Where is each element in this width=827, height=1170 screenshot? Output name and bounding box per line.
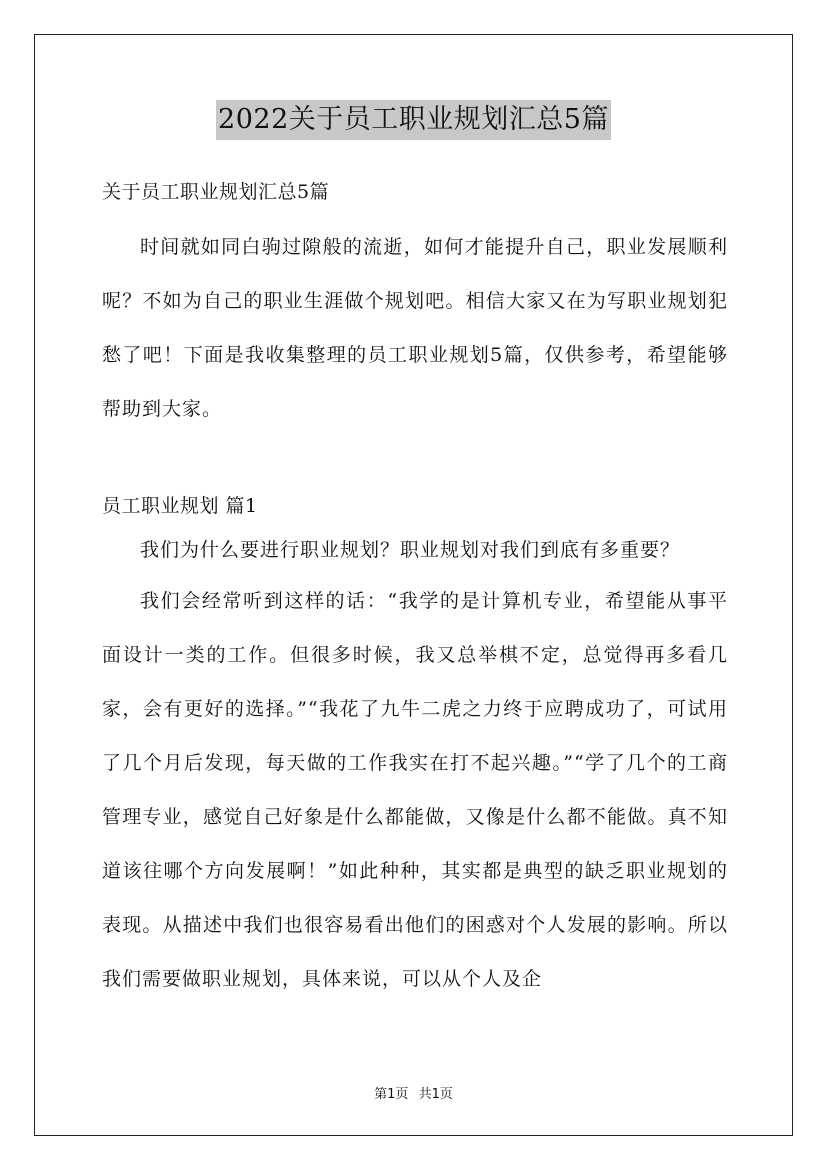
document-body: [102, 176, 728, 1006]
section-body-paragraph: 我们会经常听到这样的话：“我学的是计算机专业，希望能从事平面设计一类的工作。但很多时候，我又总举棋不定，总觉得再多看几家，会有更好的选择。”“我花了九牛二虎之力终于应聘成功了，可试用了几个月后发现，每天做的工作我实在打不起兴趣。”“学了几个的工商管理专业，感觉自己好象是什么都能做，又像是什么都不能做。真不知道该往哪个方向发展啊！”如此种种，其实都是典型的缺乏职业规划的表现。从描述中我们也很容易看出他们的困惑对个人发展的影响。所以我们需要做职业规划，具体来说，可以从个人及企: [102, 590, 728, 990]
document-subtitle: 关于员工职业规划汇总5篇: [102, 181, 330, 203]
intro-paragraph: 时间就如同白驹过隙般的流逝，如何才能提升自己，职业发展顺利呢？不如为自己的职业生涯做个规划吧。相信大家又在为写职业规划犯愁了吧！下面是我收集整理的员工职业规划5篇，仅供参考，希望能够帮助到大家。: [102, 236, 728, 420]
document-title: 2022关于员工职业规划汇总5篇: [216, 100, 611, 140]
section-heading: 员工职业规划 篇1: [102, 495, 258, 517]
page-total: 共1页: [418, 1087, 453, 1102]
page-number: 第1页: [374, 1087, 409, 1102]
title-container: [0, 100, 827, 140]
section-question: 我们为什么要进行职业规划？职业规划对我们到底有多重要？: [140, 539, 681, 561]
page-footer: [0, 1083, 827, 1102]
